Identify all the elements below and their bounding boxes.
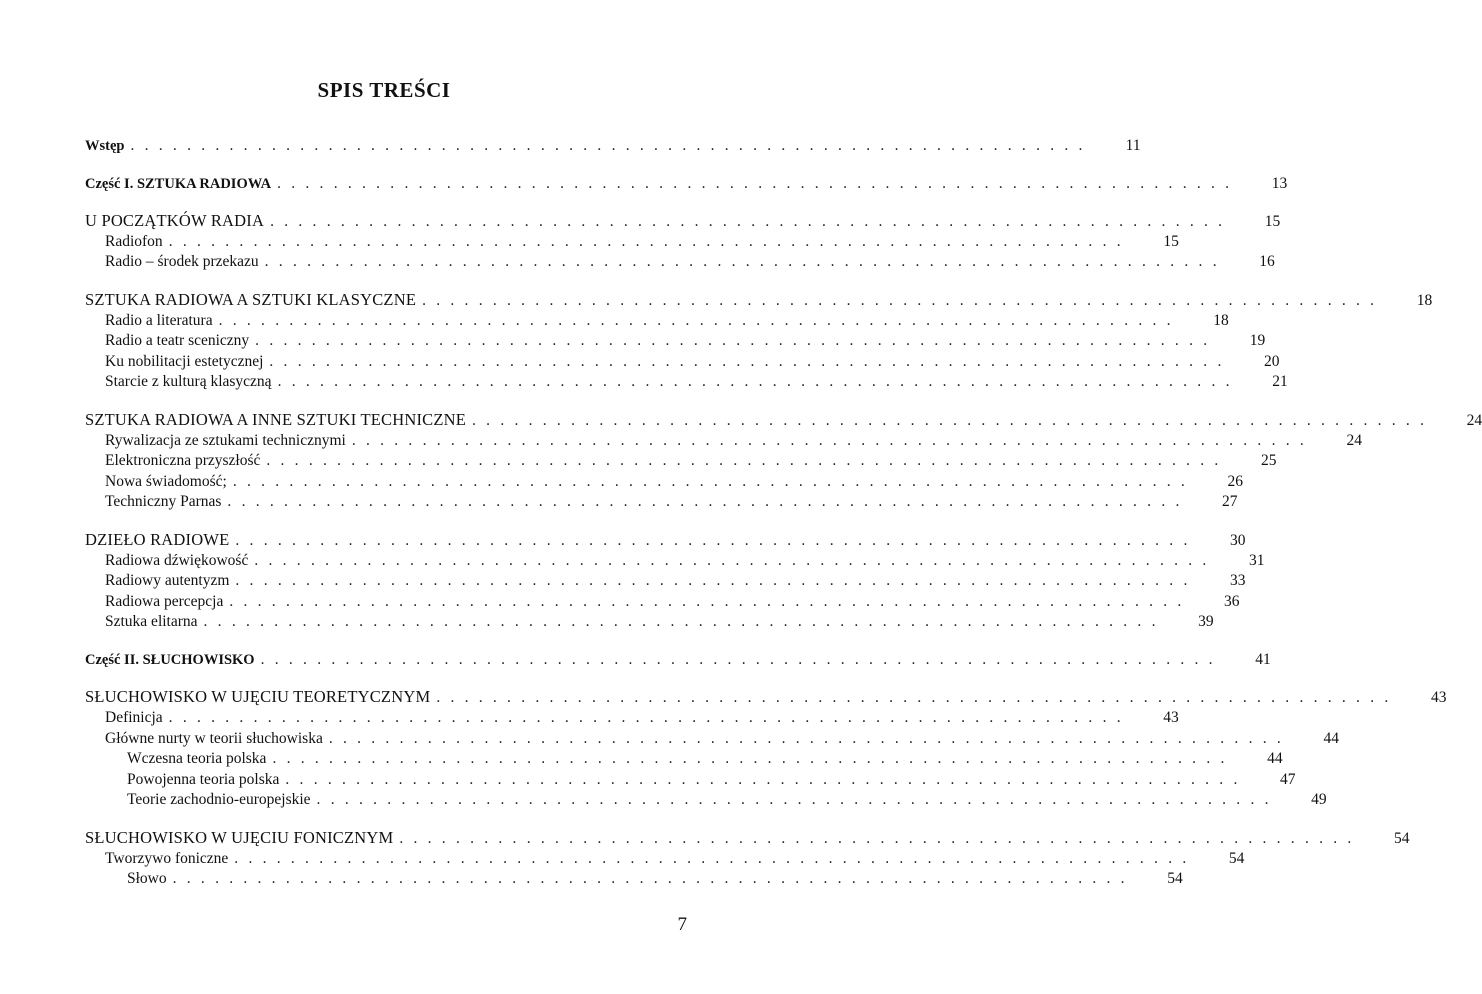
dot-leader: . . . . . . . . . . . . . . . . . . . . . . . . . . . . . . . . . . . . . . . . . . . . . . . . . . . . . . . . . . . . . . . . . . . . [436,689,1392,707]
toc-entry-label: Rywalizacja ze sztukami technicznymi [105,431,346,449]
toc-entry-page: 18 [1213,311,1229,329]
toc-entry-label: Radio – środek przekazu [105,253,259,271]
toc-entry-label: DZIEŁO RADIOWE [85,529,230,549]
toc-entry-page: 31 [1248,551,1265,569]
toc-entry-label: Radiowa percepcja [105,592,224,610]
toc-entry[interactable] [85,749,1283,770]
dot-leader: . . . . . . . . . . . . . . . . . . . . . . . . . . . . . . . . . . . . . . . . . . . . . . . . . . . . . . . . . . . . . . . . . . . . [269,352,1225,370]
toc-entry-label: Wstęp [85,138,125,154]
toc-entry-page: 24 [1346,431,1362,449]
toc-entry-page: 44 [1267,750,1283,768]
toc-entry-label: Część I. SZTUKA RADIOWA [85,175,272,192]
toc-entry-page: 36 [1223,592,1240,610]
table-of-contents [85,136,1482,907]
toc-entry-label: Radiofon [105,232,163,250]
dot-leader: . . . . . . . . . . . . . . . . . . . . . . . . . . . . . . . . . . . . . . . . . . . . . . . . . . . . . . . . . . . . . . . . . . . . [255,332,1211,350]
toc-entry-label: SZTUKA RADIOWA A INNE SZTUKI TECHNICZNE [85,409,467,429]
toc-entry[interactable] [85,708,1179,729]
toc-entry-label: Tworzywo foniczne [105,849,229,867]
dot-leader: . . . . . . . . . . . . . . . . . . . . . . . . . . . . . . . . . . . . . . . . . . . . . . . . . . . . . . . . . . . . . . . . . . . . [229,592,1185,610]
dot-leader: . . . . . . . . . . . . . . . . . . . . . . . . . . . . . . . . . . . . . . . . . . . . . . . . . . . . . . . . . . . . . . . . . . . . [266,452,1222,470]
toc-entry-label: Elektroniczna przyszłość [105,452,261,470]
dot-leader: . . . . . . . . . . . . . . . . . . . . . . . . . . . . . . . . . . . . . . . . . . . . . . . . . . . . . . . . . . . . . . . . . . . . [399,830,1355,848]
toc-entry[interactable] [85,431,1362,452]
toc-entry-page: 30 [1230,531,1246,549]
toc-entry-page: 13 [1271,174,1288,192]
toc-entry-label: Powojenna teoria polska [127,770,280,788]
dot-leader: . . . . . . . . . . . . . . . . . . . . . . . . . . . . . . . . . . . . . . . . . . . . . . . . . . . . . . . . . . . . . . . . . . . . [218,311,1174,329]
toc-entry-label: Radiowa dźwiękowość [105,551,249,569]
toc-entry-page: 20 [1264,352,1280,370]
dot-leader: . . . . . . . . . . . . . . . . . . . . . . . . . . . . . . . . . . . . . . . . . . . . . . . . . . . . . . . . . . . . . . . . . . . . [168,232,1124,250]
toc-entry[interactable] [85,828,1410,849]
dot-leader: . . . . . . . . . . . . . . . . . . . . . . . . . . . . . . . . . . . . . . . . . . . . . . . . . . . . . . . . . . . . . . . . . . . . [235,531,1191,549]
toc-entry[interactable] [85,211,1281,232]
toc-entry-label: Wczesna teoria polska [127,750,267,768]
toc-entry[interactable] [85,372,1288,393]
toc-entry[interactable] [85,687,1447,708]
toc-group [85,174,1288,195]
dot-leader: . . . . . . . . . . . . . . . . . . . . . . . . . . . . . . . . . . . . . . . . . . . . . . . . . . . . . . . . . . . . . . . . . . . . [260,650,1216,668]
dot-leader: . . . . . . . . . . . . . . . . . . . . . . . . . . . . . . . . . . . . . . . . . . . . . . . . . . . . . . . . . . . . . . . . . . . . [254,551,1210,569]
toc-entry-page: 25 [1261,452,1277,470]
toc-entry[interactable] [85,232,1179,253]
toc-entry[interactable] [85,451,1277,472]
toc-group [85,289,1433,393]
toc-entry-label: U POCZĄTKÓW RADIA [85,211,265,231]
toc-entry-page: 11 [1125,137,1141,154]
toc-group [85,136,1141,157]
toc-group [85,409,1482,513]
toc-entry-label: Część II. SŁUCHOWISKO [85,651,255,668]
toc-entry[interactable] [85,729,1339,750]
toc-entry[interactable] [85,571,1246,592]
toc-entry-page: 44 [1323,729,1339,747]
toc-entry[interactable] [85,352,1280,373]
toc-entry-label: Główne nurty w teorii słuchowiska [105,729,323,747]
dot-leader: . . . . . . . . . . . . . . . . . . . . . . . . . . . . . . . . . . . . . . . . . . . . . . . . . . . . . . . . . . . . . . . . . . . . [234,849,1190,867]
toc-entry-label: Starcie z kulturą klasyczną [105,373,272,391]
toc-entry-page: 24 [1466,411,1482,429]
toc-entry-page: 47 [1280,770,1296,788]
toc-entry[interactable] [85,311,1229,332]
toc-group [85,529,1265,633]
toc-entry-page: 43 [1430,689,1447,707]
toc-entry[interactable] [85,252,1275,273]
dot-leader: . . . . . . . . . . . . . . . . . . . . . . . . . . . . . . . . . . . . . . . . . . . . . . . . . . . . . . . . . . . . . . . . . . . . [472,411,1428,429]
toc-entry-label: Nowa świadomość; [105,472,227,490]
toc-entry[interactable] [85,289,1433,311]
dot-leader: . . . . . . . . . . . . . . . . . . . . . . . . . . . . . . . . . . . . . . . . . . . . . . . . . . . . . . . . . . . . . . . . . . . . [227,493,1183,511]
toc-group [85,211,1281,273]
toc-entry[interactable] [85,612,1214,633]
toc-entry[interactable] [85,529,1246,551]
toc-entry[interactable] [85,492,1238,513]
toc-entry-page: 16 [1259,253,1275,271]
toc-entry-label: Ku nobilitacji estetycznej [105,352,264,370]
toc-entry[interactable] [85,770,1296,791]
toc-entry-label: Sztuka elitarna [105,613,198,631]
toc-entry-page: 19 [1249,332,1266,350]
dot-leader: . . . . . . . . . . . . . . . . . . . . . . . . . . . . . . . . . . . . . . . . . . . . . . . . . . . . . . . . . . . . . . . . . . . . [351,431,1307,449]
dot-leader: . . . . . . . . . . . . . . . . . . . . . . . . . . . . . . . . . . . . . . . . . . . . . . . . . . . . . . . . . . . . . . . . . . . . [277,174,1233,192]
toc-entry[interactable] [85,331,1266,352]
toc-entry-label: Radiowy autentyzm [105,572,230,590]
toc-entry-page: 43 [1163,709,1179,727]
toc-entry-page: 49 [1311,791,1327,809]
toc-group [85,828,1410,890]
toc-entry-page: 33 [1230,572,1246,590]
toc-entry-label: SZTUKA RADIOWA A SZTUKI KLASYCZNE [85,289,417,309]
toc-entry[interactable] [85,551,1265,572]
dot-leader: . . . . . . . . . . . . . . . . . . . . . . . . . . . . . . . . . . . . . . . . . . . . . . . . . . . . . . . . . . . . . . . . . . . . [316,791,1272,809]
toc-entry[interactable] [85,472,1243,493]
toc-entry-label: Słowo [127,870,167,888]
page-title: SPIS TREŚCI [317,78,451,102]
toc-entry-page: 39 [1198,613,1214,631]
toc-entry-page: 15 [1264,213,1281,231]
toc-entry-page: 18 [1416,291,1433,309]
dot-leader: . . . . . . . . . . . . . . . . . . . . . . . . . . . . . . . . . . . . . . . . . . . . . . . . . . . . . . . . . . . . . . . . . . . . [203,613,1159,631]
toc-entry[interactable] [85,790,1327,811]
toc-entry-page: 15 [1163,232,1179,250]
dot-leader: . . . . . . . . . . . . . . . . . . . . . . . . . . . . . . . . . . . . . . . . . . . . . . . . . . . . . . . . . . . . . . . . . . . . [235,572,1191,590]
toc-group [85,650,1271,671]
dot-leader: . . . . . . . . . . . . . . . . . . . . . . . . . . . . . . . . . . . . . . . . . . . . . . . . . . . . . . . . . . . . . . . . . . . . [422,291,1378,309]
toc-entry-label: Radio a literatura [105,311,213,329]
toc-entry-page: 21 [1272,373,1288,391]
toc-entry-page: 54 [1167,870,1183,888]
toc-group [85,687,1447,811]
dot-leader: . . . . . . . . . . . . . . . . . . . . . . . . . . . . . . . . . . . . . . . . . . . . . . . . . . . . . . . . . . . . . . . . . . . . [168,709,1124,727]
toc-entry[interactable] [85,592,1240,613]
dot-leader: . . . . . . . . . . . . . . . . . . . . . . . . . . . . . . . . . . . . . . . . . . . . . . . . . . . . . . . . . . . . . . . . . . . . [130,137,1086,154]
dot-leader: . . . . . . . . . . . . . . . . . . . . . . . . . . . . . . . . . . . . . . . . . . . . . . . . . . . . . . . . . . . . . . . . . . . . [272,750,1228,768]
dot-leader: . . . . . . . . . . . . . . . . . . . . . . . . . . . . . . . . . . . . . . . . . . . . . . . . . . . . . . . . . . . . . . . . . . . . [232,472,1188,490]
toc-entry-label: Radio a teatr sceniczny [105,332,250,350]
dot-leader: . . . . . . . . . . . . . . . . . . . . . . . . . . . . . . . . . . . . . . . . . . . . . . . . . . . . . . . . . . . . . . . . . . . . [172,870,1128,888]
dot-leader: . . . . . . . . . . . . . . . . . . . . . . . . . . . . . . . . . . . . . . . . . . . . . . . . . . . . . . . . . . . . . . . . . . . . [270,213,1226,231]
toc-entry-page: 41 [1255,650,1271,668]
toc-entry-label: SŁUCHOWISKO W UJĘCIU FONICZNYM [85,828,394,848]
toc-entry[interactable] [85,849,1245,870]
dot-leader: . . . . . . . . . . . . . . . . . . . . . . . . . . . . . . . . . . . . . . . . . . . . . . . . . . . . . . . . . . . . . . . . . . . . [277,373,1233,391]
toc-entry-label: Teorie zachodnio-europejskie [127,791,311,809]
toc-entry[interactable] [85,869,1183,890]
toc-entry-label: SŁUCHOWISKO W UJĘCIU TEORETYCZNYM [85,687,431,707]
toc-entry[interactable] [85,650,1271,671]
toc-entry[interactable] [85,174,1288,195]
toc-entry-page: 26 [1227,472,1243,490]
dot-leader: . . . . . . . . . . . . . . . . . . . . . . . . . . . . . . . . . . . . . . . . . . . . . . . . . . . . . . . . . . . . . . . . . . . . [264,253,1220,271]
toc-entry-label: Techniczny Parnas [105,493,222,511]
toc-entry[interactable] [85,136,1141,157]
dot-leader: . . . . . . . . . . . . . . . . . . . . . . . . . . . . . . . . . . . . . . . . . . . . . . . . . . . . . . . . . . . . . . . . . . . . [285,770,1241,788]
toc-entry-page: 54 [1228,849,1245,867]
dot-leader: . . . . . . . . . . . . . . . . . . . . . . . . . . . . . . . . . . . . . . . . . . . . . . . . . . . . . . . . . . . . . . . . . . . . [328,729,1284,747]
toc-entry-page: 54 [1393,830,1410,848]
toc-entry-page: 27 [1222,493,1238,511]
toc-entry[interactable] [85,409,1482,431]
page-number: 7 [677,914,687,935]
toc-entry-label: Definicja [105,709,163,727]
